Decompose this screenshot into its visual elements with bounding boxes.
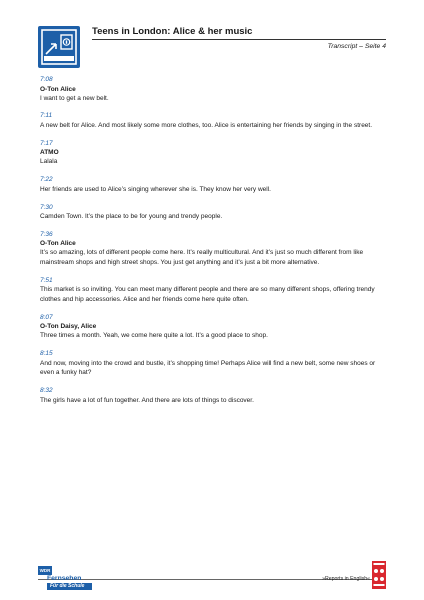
wdr-fernsehen-logo [38, 566, 90, 592]
speaker: ATMO [40, 149, 59, 157]
timecode: 8:15 [40, 350, 53, 358]
transcript-entry [40, 140, 390, 167]
timecode: 7:08 [40, 76, 53, 83]
transcript-entry [40, 76, 390, 103]
transcript-entry [40, 204, 390, 222]
wdr-logo-line2: Für die Schule [47, 583, 92, 590]
entry-text: Camden Town. It’s the place to be for young and trendy people. [40, 213, 223, 221]
exit-sign-icon [38, 26, 80, 68]
page-info: Transcript – Seite 4 [327, 43, 386, 50]
timecode: 7:11 [40, 112, 53, 120]
transcript-entry [40, 350, 390, 378]
reports-in-english-logo-icon [372, 561, 386, 589]
transcript-entry [40, 112, 390, 130]
series-name: »Reports in English« [322, 576, 370, 582]
title-divider [92, 39, 386, 40]
timecode: 7:36 [40, 230, 53, 238]
transcript-entry [40, 176, 390, 194]
speaker: O-Ton Alice [40, 240, 76, 248]
document-title: Teens in London: Alice & her music [92, 26, 253, 37]
speaker: O-Ton Alice [40, 85, 76, 93]
timecode: 7:51 [40, 276, 53, 284]
transcript-entry [40, 314, 390, 341]
timecode: 7:30 [40, 203, 53, 211]
entry-text: It’s so amazing, lots of different people come here. It’s really multicultural. And it’s just so much different from like mainstream shops and high street shops. You just get anything and it’s just a bit more alternative. [40, 249, 364, 267]
transcript-entry [40, 231, 390, 268]
entry-text: And now, moving into the crowd and bustle, it’s shopping time! Perhaps Alice will find a new belt, some new shoes or even a funky hat? [40, 359, 376, 377]
timecode: 8:07 [40, 313, 53, 321]
transcript [40, 76, 390, 415]
entry-text: A new belt for Alice. And most likely some more clothes, too. Alice is entertaining her friends by singing in the street. [40, 121, 373, 129]
reports-in-english-logo [372, 561, 386, 589]
entry-text: This market is so inviting. You can meet many different people and there are so many different shops, offering trendy clothes and hip accessories. Alice and her friends come here quite often. [40, 286, 375, 304]
wdr-logo-line1: Fernsehen [47, 575, 82, 582]
timecode: 7:17 [40, 139, 53, 147]
entry-text: The girls have a lot of fun together. And there are lots of things to discover. [40, 396, 254, 404]
timecode: 8:32 [40, 387, 53, 395]
speaker: O-Ton Daisy, Alice [40, 323, 97, 331]
entry-text: Her friends are used to Alice’s singing wherever she is. They know her very well. [40, 185, 271, 193]
wdr-logo-mark: WDR [39, 568, 51, 573]
exit-sign-logo [38, 26, 80, 68]
timecode: 7:22 [40, 176, 53, 184]
transcript-entry [40, 277, 390, 305]
entry-text: Three times a month. Yeah, we come here quite a lot. It’s a good place to shop. [40, 332, 268, 340]
transcript-entry [40, 387, 390, 405]
entry-text: Lalala [40, 158, 58, 166]
entry-text: I want to get a new belt. [40, 94, 109, 102]
